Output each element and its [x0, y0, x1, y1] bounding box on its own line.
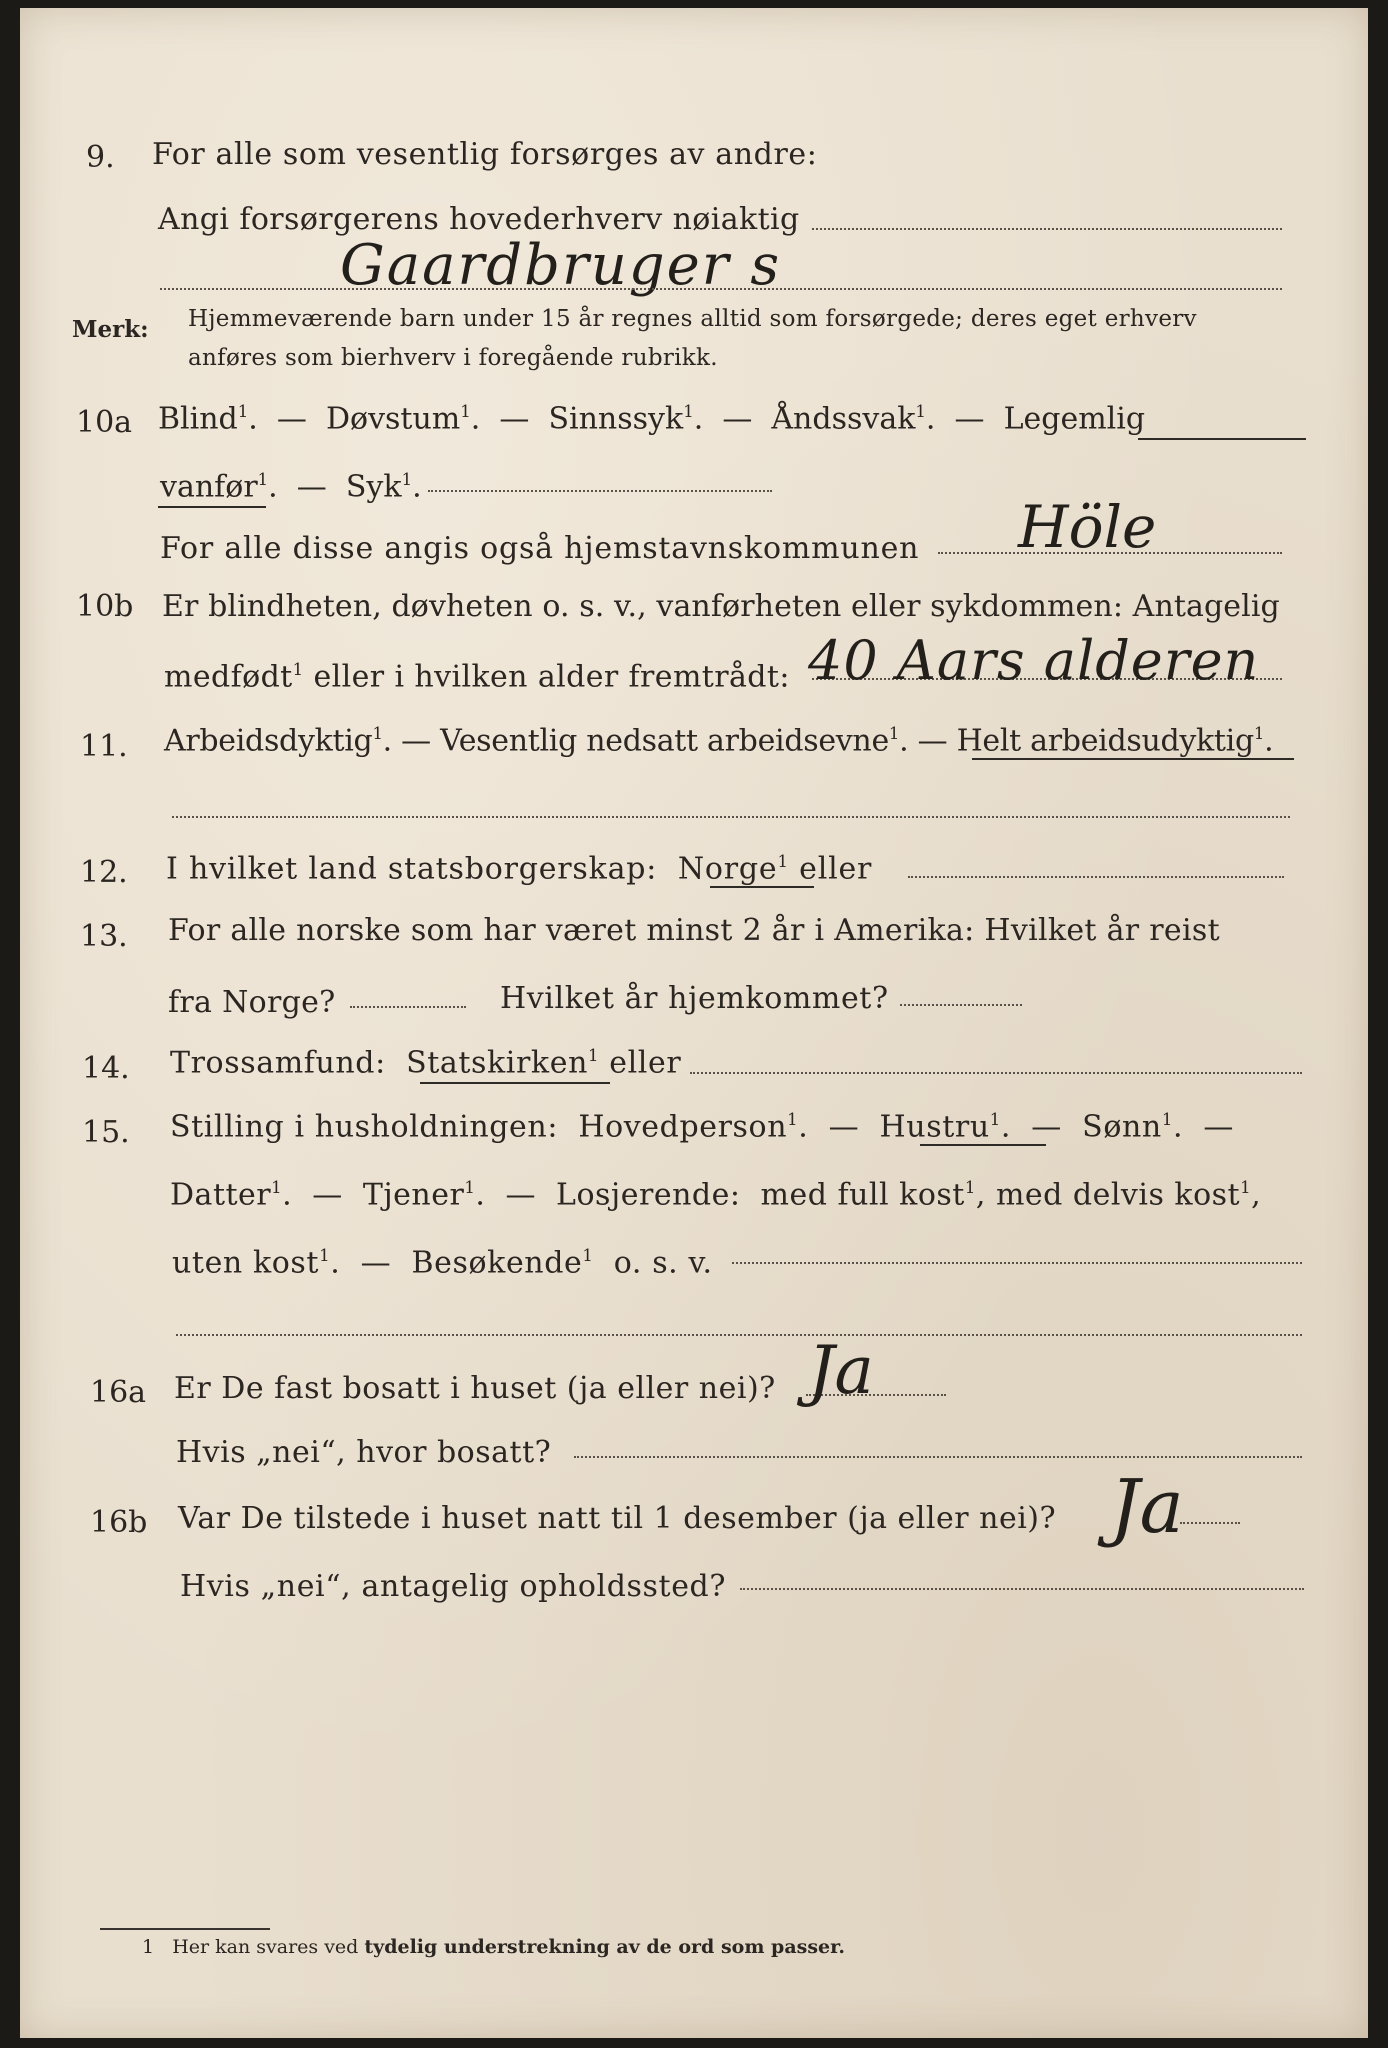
q10a-dovstum: Døvstum	[325, 401, 461, 437]
q15-osv: o. s. v.	[613, 1245, 713, 1281]
q15-besokende: Besøkende	[411, 1245, 583, 1281]
q14-dotted-line	[690, 1072, 1302, 1074]
q16b-opholdssted-dotted-line	[740, 1588, 1304, 1590]
q10b-number: 10b	[76, 589, 134, 624]
q9-number: 9.	[86, 140, 115, 175]
q13-reist-question: fra Norge?	[168, 985, 336, 1020]
q16b-opholdssted: Hvis „nei“, antagelig opholdssted?	[180, 1569, 727, 1604]
q10a-line1: Blind$^1$. — Døvstum$^1$. — Sinnssyk$^1$. — Åndssvak$^1$. — Legemlig	[158, 401, 1146, 437]
footnote-text-b: tydelig understrekning av de ord som passer.	[364, 1936, 845, 1958]
q13-line1: For alle norske som har været minst 2 år i Amerika: Hvilket år reist	[168, 913, 1220, 948]
q9-handwritten-answer: Gaardbruger s	[340, 233, 782, 298]
q14-statskirken: Statskirken	[406, 1045, 588, 1081]
q16a-bosatt-dotted-line	[574, 1456, 1302, 1458]
q14-statskirken-underline	[420, 1082, 610, 1084]
q16b-question: Var De tilstede i huset natt til 1 desember (ja eller nei)?	[178, 1501, 1057, 1536]
q11-vesentlig: Vesentlig nedsatt arbeidsevne	[440, 723, 889, 759]
q10a-andssvak: Åndssvak	[771, 401, 916, 437]
footnote	[142, 1938, 845, 1957]
q15-full-kost: med full kost	[760, 1177, 965, 1213]
q10b-line1: Er blindheten, døvheten o. s. v., vanførheten eller sykdommen: Antagelig	[162, 589, 1280, 624]
q10a-number: 10a	[76, 405, 133, 440]
q11-helt-underline	[972, 758, 1294, 760]
q15-question: Stilling i husholdningen:	[170, 1109, 559, 1145]
q13-reist-dotted-line	[350, 1006, 466, 1008]
q9-line1: For alle som vesentlig forsørges av andre:	[152, 137, 818, 172]
q15-line1: Stilling i husholdningen: Hovedperson$^1$. — Hustru$^1$. — Sønn$^1$. —	[170, 1109, 1234, 1145]
q16b-handwritten-answer: Ja	[1110, 1464, 1184, 1550]
q15-sonn: Sønn	[1082, 1109, 1162, 1145]
q15-tjener: Tjener	[362, 1177, 465, 1213]
q10b-alder-question: eller i hvilken alder fremtrådt:	[313, 659, 790, 695]
q12-norge: Norge	[677, 851, 778, 887]
q10a-sinnssyk: Sinnssyk	[548, 401, 684, 437]
q16a-question: Er De fast bosatt i huset (ja eller nei)?	[174, 1371, 776, 1406]
q10a-legemlig: Legemlig	[1003, 401, 1146, 437]
q15-hustru: Hustru	[879, 1109, 990, 1145]
q14-number: 14.	[82, 1051, 130, 1086]
footnote-mark: 1	[142, 1936, 155, 1958]
q16b-dotted-line	[1180, 1522, 1240, 1524]
q12-number: 12.	[80, 855, 128, 890]
q12-question: I hvilket land statsborgerskap:	[166, 851, 658, 887]
q12-eller: eller	[799, 851, 873, 887]
q10a-legemlig-underline	[1138, 438, 1306, 440]
q10a-blind: Blind	[158, 401, 238, 437]
q13-hjemkommet-question: Hvilket år hjemkommet?	[500, 981, 889, 1016]
q15-losjerende: Losjerende:	[556, 1177, 741, 1213]
q14-question: Trossamfund:	[170, 1045, 386, 1081]
q14-eller: eller	[609, 1045, 682, 1081]
q15-number: 15.	[82, 1115, 130, 1150]
q10a-line3: For alle disse angis også hjemstavnskommunen	[160, 531, 920, 566]
q11-dotted-line	[172, 816, 1290, 818]
q15-uten-kost: uten kost	[172, 1245, 320, 1281]
q16a-number: 16a	[90, 1375, 147, 1410]
q11-helt: Helt arbeidsudyktig	[956, 723, 1254, 759]
merk-line2: anføres som bierhverv i foregående rubrikk.	[188, 345, 718, 371]
q15-hustru-underline	[920, 1144, 1046, 1146]
merk-line1: Hjemmeværende barn under 15 år regnes alltid som forsørgede; deres eget erhverv	[188, 306, 1197, 332]
q12-norge-underline	[710, 886, 814, 888]
q16b-number: 16b	[90, 1505, 148, 1540]
q11-number: 11.	[80, 729, 128, 764]
q15-dotted-line	[732, 1262, 1302, 1264]
q10a-syk: Syk	[345, 469, 402, 505]
q12-dotted-line	[908, 876, 1284, 878]
q10b-medfodt: medfødt	[164, 659, 293, 695]
q12-line: I hvilket land statsborgerskap: Norge$^1$ eller	[166, 851, 873, 887]
q15-hovedperson: Hovedperson	[578, 1109, 788, 1145]
q15-line3: uten kost$^1$. — Besøkende$^1$ o. s. v.	[172, 1245, 713, 1281]
q10a-line2: vanfør$^1$. — Syk$^1$.	[160, 469, 422, 505]
q15-datter: Datter	[170, 1177, 272, 1213]
merk-label: Merk:	[72, 316, 149, 343]
q9-line2: Angi forsørgerens hovederhverv nøiaktig	[158, 202, 800, 237]
q15-line2: Datter$^1$. — Tjener$^1$. — Losjerende: med full kost$^1$, med delvis kost$^1$,	[170, 1177, 1262, 1213]
q13-hjemkommet-dotted-line	[900, 1004, 1022, 1006]
q15-delvis-kost: med delvis kost	[995, 1177, 1241, 1213]
q10a-vanfor: vanfør	[160, 469, 258, 505]
q11-arbeidsdyktig: Arbeidsdyktig	[164, 723, 373, 759]
q15-extra-dotted-line	[176, 1334, 1302, 1336]
q10a-syk-dotted-line	[428, 490, 772, 492]
q14-line: Trossamfund: Statskirken$^1$ eller	[170, 1045, 682, 1081]
q11-line: Arbeidsdyktig$^1$. — Vesentlig nedsatt arbeidsevne$^1$. — Helt arbeidsudyktig$^1$.	[164, 723, 1274, 759]
q9-answer-line	[160, 288, 1282, 290]
footnote-rule	[100, 1928, 270, 1930]
q13-number: 13.	[80, 919, 128, 954]
q16a-hvor-bosatt: Hvis „nei“, hvor bosatt?	[176, 1435, 552, 1470]
q16a-handwritten-answer: Ja	[808, 1332, 874, 1409]
q10a-handwritten-answer: Höle	[1018, 493, 1157, 561]
q10b-handwritten-answer: 40 Aars alderen	[808, 629, 1260, 692]
q10a-vanfor-underline	[158, 506, 266, 508]
footnote-text-a: Her kan svares ved	[172, 1936, 359, 1958]
q10b-line2: medfødt$^1$ eller i hvilken alder fremtrådt:	[164, 659, 790, 695]
q9-dotted-line	[812, 228, 1282, 230]
